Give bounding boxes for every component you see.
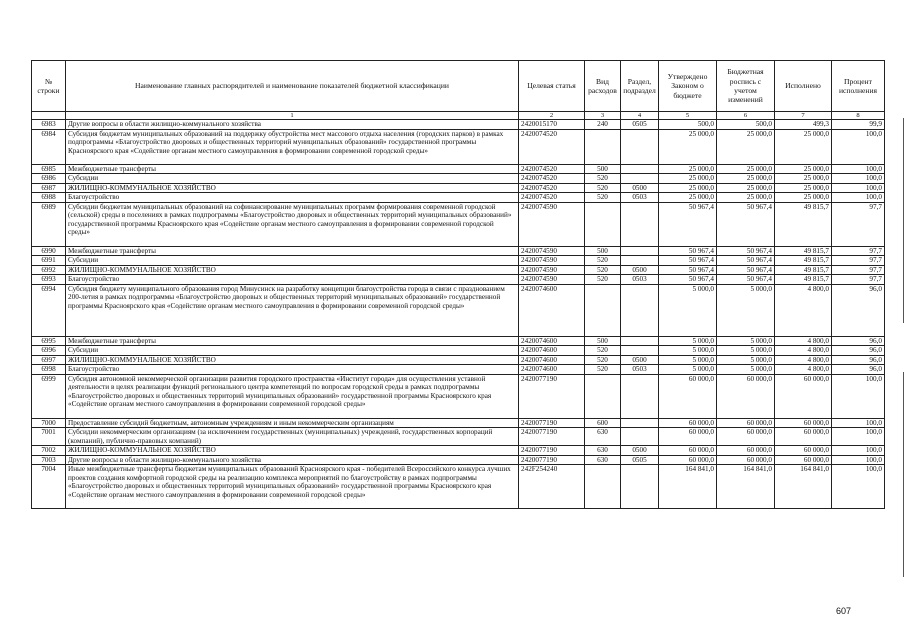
row-percent: 97,7 [832, 256, 885, 266]
row-number: 6989 [32, 202, 66, 246]
row-percent: 96,0 [832, 336, 885, 346]
row-expense-type: 520 [585, 174, 621, 184]
row-name: Субсидия бюджетам муниципальных образований на поддержку обустройства мест массового отдыха населения (городских парков) в рамках подпрограммы «Благоустройство дворовых и общественных территорий муниципальных образований» государственной программы Красноярского края «Содействие органам местного самоуправления в формировании современной городской среды» [66, 129, 519, 164]
table-row [32, 428, 885, 446]
row-percent: 97,7 [832, 246, 885, 256]
row-number: 6998 [32, 365, 66, 375]
row-executed-amount: 49 815,7 [775, 265, 832, 275]
row-approved-amount: 5 000,0 [659, 336, 717, 346]
row-target-code: 2420077190 [519, 446, 585, 456]
table-row [32, 346, 885, 356]
row-expense-type [585, 374, 621, 418]
row-executed-amount: 4 800,0 [775, 336, 832, 346]
row-budget-amount: 164 841,0 [717, 465, 775, 509]
row-target-code: 2420074520 [519, 183, 585, 193]
row-percent: 97,7 [832, 202, 885, 246]
table-row [32, 202, 885, 246]
row-percent: 96,0 [832, 355, 885, 365]
row-target-code: 2420074590 [519, 256, 585, 266]
row-name: ЖИЛИЩНО-КОММУНАЛЬНОЕ ХОЗЯЙСТВО [66, 265, 519, 275]
row-number: 7003 [32, 455, 66, 465]
table-row [32, 246, 885, 256]
budget-report-table [31, 60, 885, 509]
row-number: 6993 [32, 275, 66, 285]
row-name: Другие вопросы в области жилищно-коммунального хозяйства [66, 120, 519, 130]
column-number: 5 [659, 112, 717, 120]
row-percent: 97,7 [832, 265, 885, 275]
row-number: 6999 [32, 374, 66, 418]
row-expense-type: 520 [585, 256, 621, 266]
row-number: 6988 [32, 193, 66, 203]
header-target: Целевая статья [519, 61, 585, 112]
row-target-code: 2420074590 [519, 275, 585, 285]
row-section-code: 0503 [621, 275, 659, 285]
column-number: 1 [66, 112, 519, 120]
row-budget-amount: 50 967,4 [717, 256, 775, 266]
row-target-code: 242F254240 [519, 465, 585, 509]
row-budget-amount: 5 000,0 [717, 336, 775, 346]
row-number: 6996 [32, 346, 66, 356]
row-name: ЖИЛИЩНО-КОММУНАЛЬНОЕ ХОЗЯЙСТВО [66, 183, 519, 193]
row-name: Субсидии некоммерческим организациям (за исключением государственных (муниципальных) учреждений, государственных корпораций (компаний), публично-правовых компаний) [66, 428, 519, 446]
row-target-code: 2420074600 [519, 346, 585, 356]
row-section-code: 0503 [621, 193, 659, 203]
row-executed-amount: 4 800,0 [775, 355, 832, 365]
table-row [32, 365, 885, 375]
row-approved-amount: 60 000,0 [659, 446, 717, 456]
row-approved-amount: 500,0 [659, 120, 717, 130]
row-number: 6983 [32, 120, 66, 130]
row-number: 6987 [32, 183, 66, 193]
row-executed-amount: 25 000,0 [775, 164, 832, 174]
header-row-no: № строки [32, 61, 66, 112]
row-name: Межбюджетные трансферты [66, 336, 519, 346]
row-name: Субсидии бюджетам муниципальных образований на софинансирование муниципальных программ формирования современной городской (сельской) среды в поселениях в рамках подпрограммы «Благоустройство дворовых и общественных территорий муниципальных образований» государственной программы Красноярского края «Содействие органам местного самоуправления в формировании современной городской среды» [66, 202, 519, 246]
row-name: Иные межбюджетные трансферты бюджетам муниципальных образований Красноярского края - победителей Всероссийского конкурса лучших проектов создания комфортной городской среды на реализацию комплекса мероприятий по благоустройству в рамках подпрограммы «Благоустройство дворовых и общественных территорий муниципальных образований» государственной программы Красноярского края «Содействие органам местного самоуправления в формировании современной городской среды» [66, 465, 519, 509]
column-number [32, 112, 66, 120]
row-approved-amount: 60 000,0 [659, 374, 717, 418]
row-executed-amount: 499,3 [775, 120, 832, 130]
row-target-code: 2420074600 [519, 355, 585, 365]
table-row [32, 446, 885, 456]
row-approved-amount: 25 000,0 [659, 183, 717, 193]
table-row [32, 465, 885, 509]
row-target-code: 2420074590 [519, 265, 585, 275]
row-number: 6990 [32, 246, 66, 256]
row-budget-amount: 25 000,0 [717, 183, 775, 193]
row-target-code: 2420074520 [519, 164, 585, 174]
row-name: Межбюджетные трансферты [66, 164, 519, 174]
row-executed-amount: 60 000,0 [775, 446, 832, 456]
table-row [32, 336, 885, 346]
row-expense-type: 240 [585, 120, 621, 130]
row-number: 7000 [32, 418, 66, 428]
row-percent: 96,0 [832, 284, 885, 336]
row-number: 6986 [32, 174, 66, 184]
row-executed-amount: 49 815,7 [775, 275, 832, 285]
row-percent: 100,0 [832, 183, 885, 193]
row-budget-amount: 60 000,0 [717, 428, 775, 446]
row-executed-amount: 60 000,0 [775, 455, 832, 465]
row-approved-amount: 5 000,0 [659, 284, 717, 336]
header-percent: Процент исполнения [832, 61, 885, 112]
column-number: 8 [832, 112, 885, 120]
row-target-code: 2420074600 [519, 284, 585, 336]
row-approved-amount: 25 000,0 [659, 174, 717, 184]
row-name: Благоустройство [66, 365, 519, 375]
row-section-code [621, 129, 659, 164]
row-budget-amount: 60 000,0 [717, 446, 775, 456]
row-approved-amount: 50 967,4 [659, 256, 717, 266]
row-target-code: 2420077190 [519, 428, 585, 446]
row-executed-amount: 4 800,0 [775, 346, 832, 356]
scan-edge-mark [903, 372, 904, 577]
row-executed-amount: 49 815,7 [775, 246, 832, 256]
row-executed-amount: 60 000,0 [775, 428, 832, 446]
row-section-code [621, 418, 659, 428]
row-expense-type: 630 [585, 455, 621, 465]
row-section-code [621, 246, 659, 256]
row-number: 6991 [32, 256, 66, 266]
row-percent: 100,0 [832, 374, 885, 418]
row-number: 7001 [32, 428, 66, 446]
row-section-code: 0500 [621, 183, 659, 193]
row-target-code: 2420077190 [519, 455, 585, 465]
table-row [32, 265, 885, 275]
table-row [32, 183, 885, 193]
header-executed: Исполнено [775, 61, 832, 112]
row-name: Субсидии [66, 174, 519, 184]
row-expense-type [585, 202, 621, 246]
row-target-code: 2420074590 [519, 246, 585, 256]
row-target-code: 2420074520 [519, 129, 585, 164]
row-number: 6997 [32, 355, 66, 365]
row-approved-amount: 25 000,0 [659, 164, 717, 174]
header-section: Раздел, подраздел [621, 61, 659, 112]
row-section-code [621, 428, 659, 446]
row-budget-amount: 5 000,0 [717, 365, 775, 375]
row-number: 6995 [32, 336, 66, 346]
header-budget: Бюджетная роспись с учетом изменений [717, 61, 775, 112]
column-number: 2 [519, 112, 585, 120]
row-section-code: 0505 [621, 455, 659, 465]
table-row [32, 455, 885, 465]
row-target-code: 2420074590 [519, 202, 585, 246]
row-budget-amount: 25 000,0 [717, 129, 775, 164]
row-expense-type [585, 465, 621, 509]
table-row [32, 256, 885, 266]
column-number: 3 [585, 112, 621, 120]
row-percent: 100,0 [832, 418, 885, 428]
row-name: Благоустройство [66, 193, 519, 203]
row-executed-amount: 49 815,7 [775, 202, 832, 246]
row-target-code: 2420074600 [519, 336, 585, 346]
row-executed-amount: 4 800,0 [775, 284, 832, 336]
row-name: Предоставление субсидий бюджетным, автономным учреждениям и иным некоммерческим организациям [66, 418, 519, 428]
row-name: Благоустройство [66, 275, 519, 285]
row-expense-type: 630 [585, 428, 621, 446]
row-percent: 100,0 [832, 428, 885, 446]
row-expense-type: 500 [585, 246, 621, 256]
row-expense-type: 500 [585, 164, 621, 174]
row-budget-amount: 60 000,0 [717, 418, 775, 428]
header-name: Наименование главных распорядителей и наименование показателей бюджетной классификации [66, 61, 519, 112]
row-percent: 96,0 [832, 365, 885, 375]
row-number: 6985 [32, 164, 66, 174]
row-approved-amount: 25 000,0 [659, 129, 717, 164]
column-number: 7 [775, 112, 832, 120]
row-expense-type [585, 129, 621, 164]
column-number: 6 [717, 112, 775, 120]
row-approved-amount: 60 000,0 [659, 428, 717, 446]
row-percent: 100,0 [832, 446, 885, 456]
row-expense-type: 520 [585, 183, 621, 193]
row-budget-amount: 50 967,4 [717, 202, 775, 246]
row-approved-amount: 5 000,0 [659, 346, 717, 356]
row-expense-type: 600 [585, 418, 621, 428]
table-header-row [32, 61, 885, 112]
table-row [32, 355, 885, 365]
row-executed-amount: 25 000,0 [775, 129, 832, 164]
row-section-code: 0500 [621, 355, 659, 365]
row-budget-amount: 25 000,0 [717, 164, 775, 174]
row-budget-amount: 5 000,0 [717, 355, 775, 365]
table-row [32, 284, 885, 336]
row-budget-amount: 500,0 [717, 120, 775, 130]
column-number: 4 [621, 112, 659, 120]
table-row [32, 164, 885, 174]
row-expense-type: 630 [585, 446, 621, 456]
row-budget-amount: 50 967,4 [717, 246, 775, 256]
row-number: 6994 [32, 284, 66, 336]
row-approved-amount: 60 000,0 [659, 418, 717, 428]
table-row [32, 374, 885, 418]
row-name: Субсидии [66, 346, 519, 356]
row-section-code [621, 174, 659, 184]
row-expense-type: 520 [585, 265, 621, 275]
row-executed-amount: 60 000,0 [775, 374, 832, 418]
row-approved-amount: 60 000,0 [659, 455, 717, 465]
row-target-code: 2420074520 [519, 174, 585, 184]
row-name: Другие вопросы в области жилищно-коммунального хозяйства [66, 455, 519, 465]
row-approved-amount: 50 967,4 [659, 265, 717, 275]
row-budget-amount: 60 000,0 [717, 455, 775, 465]
row-target-code: 2420077190 [519, 418, 585, 428]
row-name: ЖИЛИЩНО-КОММУНАЛЬНОЕ ХОЗЯЙСТВО [66, 355, 519, 365]
row-target-code: 2420015170 [519, 120, 585, 130]
row-percent: 99,9 [832, 120, 885, 130]
row-expense-type: 520 [585, 193, 621, 203]
row-percent: 100,0 [832, 129, 885, 164]
row-executed-amount: 4 800,0 [775, 365, 832, 375]
row-section-code: 0503 [621, 365, 659, 375]
table-row [32, 174, 885, 184]
row-approved-amount: 5 000,0 [659, 365, 717, 375]
row-percent: 100,0 [832, 455, 885, 465]
scan-edge-mark [903, 118, 904, 323]
row-section-code [621, 256, 659, 266]
row-budget-amount: 5 000,0 [717, 284, 775, 336]
row-section-code [621, 374, 659, 418]
row-number: 6992 [32, 265, 66, 275]
row-approved-amount: 50 967,4 [659, 202, 717, 246]
row-number: 7002 [32, 446, 66, 456]
row-approved-amount: 25 000,0 [659, 193, 717, 203]
row-percent: 97,7 [832, 275, 885, 285]
row-section-code [621, 202, 659, 246]
row-number: 6984 [32, 129, 66, 164]
row-percent: 100,0 [832, 193, 885, 203]
row-budget-amount: 5 000,0 [717, 346, 775, 356]
row-budget-amount: 50 967,4 [717, 275, 775, 285]
header-type: Вид расходов [585, 61, 621, 112]
row-name: ЖИЛИЩНО-КОММУНАЛЬНОЕ ХОЗЯЙСТВО [66, 446, 519, 456]
row-executed-amount: 49 815,7 [775, 256, 832, 266]
table-row [32, 275, 885, 285]
table-row [32, 120, 885, 130]
row-number: 7004 [32, 465, 66, 509]
row-executed-amount: 25 000,0 [775, 193, 832, 203]
row-executed-amount: 60 000,0 [775, 418, 832, 428]
row-section-code [621, 164, 659, 174]
table-row [32, 129, 885, 164]
row-target-code: 2420077190 [519, 374, 585, 418]
column-number-row [32, 112, 885, 120]
row-expense-type: 500 [585, 336, 621, 346]
table-row [32, 418, 885, 428]
row-approved-amount: 164 841,0 [659, 465, 717, 509]
row-approved-amount: 5 000,0 [659, 355, 717, 365]
page-number: 607 [836, 606, 852, 616]
row-section-code: 0500 [621, 446, 659, 456]
row-percent: 100,0 [832, 465, 885, 509]
row-name: Субсидия автономной некоммерческой организации развития городского пространства «Институт города» для осуществления уставной деятельности в целях реализации функций регионального центра компетенций по вопросам городской среды в рамках подпрограммы «Благоустройство дворовых и общественных территорий муниципальных образований» государственной программы Красноярского края «Содействие органам местного самоуправления в формировании современной городской среды» [66, 374, 519, 418]
row-name: Субсидии [66, 256, 519, 266]
row-budget-amount: 25 000,0 [717, 174, 775, 184]
row-approved-amount: 50 967,4 [659, 275, 717, 285]
row-expense-type: 520 [585, 275, 621, 285]
row-section-code [621, 284, 659, 336]
row-budget-amount: 60 000,0 [717, 374, 775, 418]
row-name: Межбюджетные трансферты [66, 246, 519, 256]
row-section-code: 0500 [621, 265, 659, 275]
row-budget-amount: 25 000,0 [717, 193, 775, 203]
row-expense-type: 520 [585, 365, 621, 375]
row-executed-amount: 164 841,0 [775, 465, 832, 509]
header-approved: Утверждено Законом о бюджете [659, 61, 717, 112]
row-expense-type: 520 [585, 355, 621, 365]
row-section-code [621, 346, 659, 356]
row-percent: 96,0 [832, 346, 885, 356]
row-executed-amount: 25 000,0 [775, 174, 832, 184]
row-approved-amount: 50 967,4 [659, 246, 717, 256]
table-row [32, 193, 885, 203]
row-expense-type [585, 284, 621, 336]
row-percent: 100,0 [832, 164, 885, 174]
row-name: Субсидия бюджету муниципального образования город Минусинск на разработку концепции благоустройства города в связи с празднованием 200-летия в рамках подпрограммы «Благоустройство дворовых и общественных территорий муниципальных образований» государственной программы Красноярского края «Содействие органам местного самоуправления в формировании современной городской среды» [66, 284, 519, 336]
row-section-code [621, 336, 659, 346]
row-target-code: 2420074520 [519, 193, 585, 203]
row-section-code: 0505 [621, 120, 659, 130]
row-budget-amount: 50 967,4 [717, 265, 775, 275]
row-target-code: 2420074600 [519, 365, 585, 375]
row-expense-type: 520 [585, 346, 621, 356]
table-body [32, 120, 885, 509]
row-executed-amount: 25 000,0 [775, 183, 832, 193]
row-section-code [621, 465, 659, 509]
row-percent: 100,0 [832, 174, 885, 184]
